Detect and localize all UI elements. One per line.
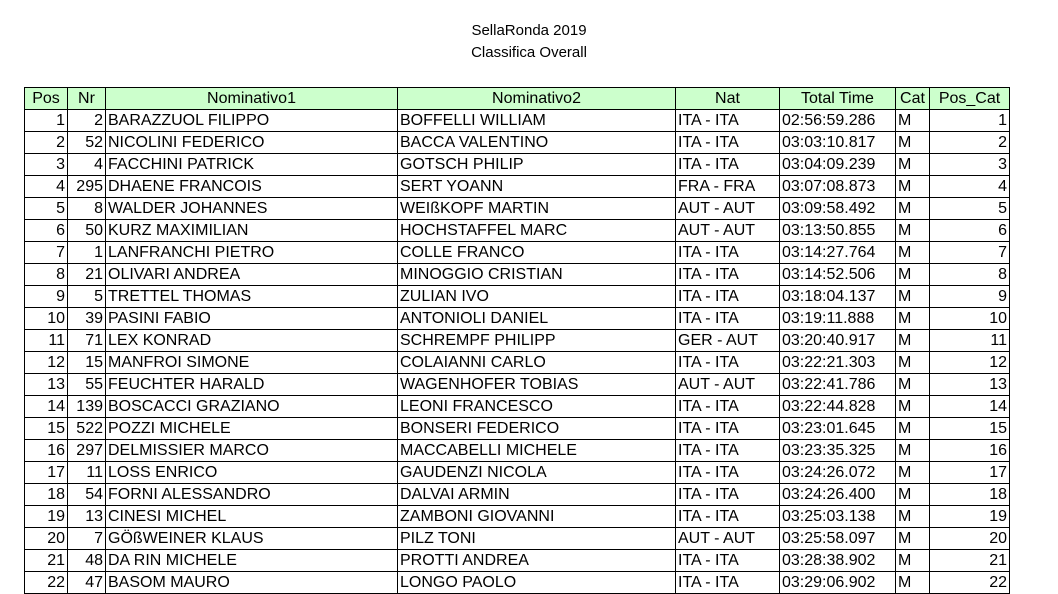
cell-nat: ITA - ITA <box>676 286 780 308</box>
cell-nominativo2: PROTTI ANDREA <box>398 550 676 572</box>
cell-nat: AUT - AUT <box>676 220 780 242</box>
cell-nat: AUT - AUT <box>676 198 780 220</box>
cell-nr: 7 <box>68 528 106 550</box>
cell-pos: 19 <box>25 506 68 528</box>
cell-nr: 71 <box>68 330 106 352</box>
cell-pos: 1 <box>25 110 68 132</box>
cell-pos: 20 <box>25 528 68 550</box>
cell-nominativo1: DHAENE FRANCOIS <box>106 176 398 198</box>
cell-cat: M <box>896 264 930 286</box>
cell-pos-cat: 9 <box>930 286 1010 308</box>
cell-pos: 11 <box>25 330 68 352</box>
table-row <box>25 264 1010 286</box>
col-header-nominativo1: Nominativo1 <box>106 88 398 110</box>
cell-nominativo2: WAGENHOFER TOBIAS <box>398 374 676 396</box>
cell-nominativo2: BACCA VALENTINO <box>398 132 676 154</box>
cell-nominativo2: MACCABELLI MICHELE <box>398 440 676 462</box>
cell-pos: 9 <box>25 286 68 308</box>
cell-pos: 2 <box>25 132 68 154</box>
cell-nr: 39 <box>68 308 106 330</box>
cell-nat: ITA - ITA <box>676 242 780 264</box>
table-row <box>25 242 1010 264</box>
cell-cat: M <box>896 374 930 396</box>
cell-nominativo1: CINESI MICHEL <box>106 506 398 528</box>
table-row <box>25 176 1010 198</box>
cell-cat: M <box>896 462 930 484</box>
cell-nr: 48 <box>68 550 106 572</box>
cell-nominativo1: NICOLINI FEDERICO <box>106 132 398 154</box>
cell-cat: M <box>896 506 930 528</box>
cell-pos: 5 <box>25 198 68 220</box>
cell-nr: 47 <box>68 572 106 594</box>
cell-nominativo1: BOSCACCI GRAZIANO <box>106 396 398 418</box>
cell-pos: 10 <box>25 308 68 330</box>
cell-nominativo2: LEONI FRANCESCO <box>398 396 676 418</box>
col-header-pos: Pos <box>25 88 68 110</box>
cell-nr: 21 <box>68 264 106 286</box>
cell-nr: 13 <box>68 506 106 528</box>
cell-nr: 8 <box>68 198 106 220</box>
cell-pos-cat: 1 <box>930 110 1010 132</box>
cell-nominativo2: LONGO PAOLO <box>398 572 676 594</box>
cell-pos-cat: 7 <box>930 242 1010 264</box>
cell-nominativo1: FEUCHTER HARALD <box>106 374 398 396</box>
cell-pos-cat: 14 <box>930 396 1010 418</box>
cell-total-time: 03:07:08.873 <box>780 176 896 198</box>
cell-nominativo1: FACCHINI PATRICK <box>106 154 398 176</box>
cell-total-time: 03:19:11.888 <box>780 308 896 330</box>
cell-cat: M <box>896 220 930 242</box>
table-row <box>25 374 1010 396</box>
cell-total-time: 03:14:27.764 <box>780 242 896 264</box>
cell-nominativo2: GOTSCH PHILIP <box>398 154 676 176</box>
cell-total-time: 03:20:40.917 <box>780 330 896 352</box>
cell-nominativo1: WALDER JOHANNES <box>106 198 398 220</box>
cell-nominativo2: SERT YOANN <box>398 176 676 198</box>
cell-pos-cat: 8 <box>930 264 1010 286</box>
cell-nr: 522 <box>68 418 106 440</box>
cell-pos: 21 <box>25 550 68 572</box>
cell-pos-cat: 13 <box>930 374 1010 396</box>
cell-nominativo2: ZAMBONI GIOVANNI <box>398 506 676 528</box>
table-row <box>25 418 1010 440</box>
table-row <box>25 286 1010 308</box>
cell-cat: M <box>896 132 930 154</box>
cell-pos: 7 <box>25 242 68 264</box>
cell-nominativo1: KURZ MAXIMILIAN <box>106 220 398 242</box>
cell-nat: ITA - ITA <box>676 154 780 176</box>
cell-cat: M <box>896 528 930 550</box>
cell-nominativo2: ZULIAN IVO <box>398 286 676 308</box>
table-row <box>25 110 1010 132</box>
cell-nr: 2 <box>68 110 106 132</box>
cell-nominativo2: COLAIANNI CARLO <box>398 352 676 374</box>
cell-pos-cat: 20 <box>930 528 1010 550</box>
cell-pos: 18 <box>25 484 68 506</box>
cell-pos-cat: 17 <box>930 462 1010 484</box>
cell-nominativo1: PASINI FABIO <box>106 308 398 330</box>
cell-cat: M <box>896 572 930 594</box>
cell-nat: ITA - ITA <box>676 440 780 462</box>
cell-nominativo1: LEX KONRAD <box>106 330 398 352</box>
cell-nat: ITA - ITA <box>676 506 780 528</box>
cell-nat: ITA - ITA <box>676 572 780 594</box>
cell-cat: M <box>896 330 930 352</box>
cell-nr: 11 <box>68 462 106 484</box>
cell-total-time: 02:56:59.286 <box>780 110 896 132</box>
table-row <box>25 572 1010 594</box>
cell-nat: ITA - ITA <box>676 264 780 286</box>
cell-nr: 55 <box>68 374 106 396</box>
cell-total-time: 03:25:58.097 <box>780 528 896 550</box>
cell-nominativo2: MINOGGIO CRISTIAN <box>398 264 676 286</box>
table-row <box>25 550 1010 572</box>
cell-nominativo2: COLLE FRANCO <box>398 242 676 264</box>
cell-nr: 139 <box>68 396 106 418</box>
cell-pos-cat: 2 <box>930 132 1010 154</box>
cell-total-time: 03:13:50.855 <box>780 220 896 242</box>
cell-nr: 5 <box>68 286 106 308</box>
cell-cat: M <box>896 154 930 176</box>
cell-nr: 4 <box>68 154 106 176</box>
cell-nr: 52 <box>68 132 106 154</box>
page-title: SellaRonda 2019 <box>471 22 587 39</box>
cell-nat: ITA - ITA <box>676 550 780 572</box>
cell-nominativo2: WEIßKOPF MARTIN <box>398 198 676 220</box>
cell-cat: M <box>896 440 930 462</box>
col-header-nr: Nr <box>68 88 106 110</box>
cell-nat: ITA - ITA <box>676 132 780 154</box>
cell-nominativo2: DALVAI ARMIN <box>398 484 676 506</box>
col-header-total-time: Total Time <box>780 88 896 110</box>
cell-total-time: 03:28:38.902 <box>780 550 896 572</box>
table-row <box>25 198 1010 220</box>
cell-cat: M <box>896 176 930 198</box>
cell-pos-cat: 22 <box>930 572 1010 594</box>
cell-nominativo2: BONSERI FEDERICO <box>398 418 676 440</box>
col-header-cat: Cat <box>896 88 930 110</box>
cell-pos-cat: 10 <box>930 308 1010 330</box>
cell-total-time: 03:23:35.325 <box>780 440 896 462</box>
cell-nominativo1: TRETTEL THOMAS <box>106 286 398 308</box>
cell-nominativo1: LANFRANCHI PIETRO <box>106 242 398 264</box>
cell-cat: M <box>896 396 930 418</box>
cell-pos: 22 <box>25 572 68 594</box>
col-header-pos-cat: Pos_Cat <box>930 88 1010 110</box>
cell-nominativo1: OLIVARI ANDREA <box>106 264 398 286</box>
cell-cat: M <box>896 198 930 220</box>
cell-nominativo1: GÖßWEINER KLAUS <box>106 528 398 550</box>
table-row <box>25 220 1010 242</box>
cell-total-time: 03:24:26.400 <box>780 484 896 506</box>
cell-nr: 15 <box>68 352 106 374</box>
col-header-nat: Nat <box>676 88 780 110</box>
cell-pos-cat: 11 <box>930 330 1010 352</box>
table-header-row <box>25 88 1010 110</box>
cell-nr: 54 <box>68 484 106 506</box>
table-row <box>25 506 1010 528</box>
cell-nominativo1: LOSS ENRICO <box>106 462 398 484</box>
cell-nat: ITA - ITA <box>676 484 780 506</box>
cell-nr: 1 <box>68 242 106 264</box>
cell-nominativo2: HOCHSTAFFEL MARC <box>398 220 676 242</box>
cell-nat: ITA - ITA <box>676 418 780 440</box>
cell-pos-cat: 18 <box>930 484 1010 506</box>
cell-pos: 4 <box>25 176 68 198</box>
cell-nominativo2: PILZ TONI <box>398 528 676 550</box>
cell-nominativo1: BASOM MAURO <box>106 572 398 594</box>
table-row <box>25 440 1010 462</box>
cell-cat: M <box>896 286 930 308</box>
cell-total-time: 03:03:10.817 <box>780 132 896 154</box>
cell-pos: 16 <box>25 440 68 462</box>
table-row <box>25 308 1010 330</box>
cell-cat: M <box>896 352 930 374</box>
cell-pos-cat: 16 <box>930 440 1010 462</box>
cell-total-time: 03:25:03.138 <box>780 506 896 528</box>
cell-total-time: 03:22:44.828 <box>780 396 896 418</box>
cell-pos: 6 <box>25 220 68 242</box>
cell-pos-cat: 4 <box>930 176 1010 198</box>
cell-nr: 295 <box>68 176 106 198</box>
table-row <box>25 462 1010 484</box>
cell-total-time: 03:23:01.645 <box>780 418 896 440</box>
cell-nr: 50 <box>68 220 106 242</box>
cell-nominativo1: MANFROI SIMONE <box>106 352 398 374</box>
cell-cat: M <box>896 418 930 440</box>
cell-pos: 14 <box>25 396 68 418</box>
cell-pos-cat: 19 <box>930 506 1010 528</box>
cell-pos: 17 <box>25 462 68 484</box>
cell-nominativo1: BARAZZUOL FILIPPO <box>106 110 398 132</box>
cell-cat: M <box>896 308 930 330</box>
cell-nat: GER - AUT <box>676 330 780 352</box>
cell-nat: FRA - FRA <box>676 176 780 198</box>
cell-nat: AUT - AUT <box>676 374 780 396</box>
cell-nat: ITA - ITA <box>676 462 780 484</box>
cell-nat: AUT - AUT <box>676 528 780 550</box>
cell-nat: ITA - ITA <box>676 396 780 418</box>
cell-pos-cat: 6 <box>930 220 1010 242</box>
cell-nominativo2: GAUDENZI NICOLA <box>398 462 676 484</box>
table-row <box>25 484 1010 506</box>
cell-nr: 297 <box>68 440 106 462</box>
cell-nat: ITA - ITA <box>676 352 780 374</box>
cell-pos: 8 <box>25 264 68 286</box>
cell-total-time: 03:09:58.492 <box>780 198 896 220</box>
cell-pos-cat: 3 <box>930 154 1010 176</box>
cell-nominativo1: DA RIN MICHELE <box>106 550 398 572</box>
cell-cat: M <box>896 110 930 132</box>
col-header-nominativo2: Nominativo2 <box>398 88 676 110</box>
cell-pos: 13 <box>25 374 68 396</box>
cell-cat: M <box>896 550 930 572</box>
cell-pos-cat: 12 <box>930 352 1010 374</box>
cell-nat: ITA - ITA <box>676 308 780 330</box>
cell-total-time: 03:18:04.137 <box>780 286 896 308</box>
cell-nominativo2: BOFFELLI WILLIAM <box>398 110 676 132</box>
cell-nominativo2: SCHREMPF PHILIPP <box>398 330 676 352</box>
cell-nominativo2: ANTONIOLI DANIEL <box>398 308 676 330</box>
cell-cat: M <box>896 484 930 506</box>
cell-total-time: 03:22:21.303 <box>780 352 896 374</box>
table-row <box>25 528 1010 550</box>
cell-total-time: 03:14:52.506 <box>780 264 896 286</box>
table-row <box>25 396 1010 418</box>
table-row <box>25 352 1010 374</box>
cell-pos: 15 <box>25 418 68 440</box>
cell-total-time: 03:24:26.072 <box>780 462 896 484</box>
cell-total-time: 03:04:09.239 <box>780 154 896 176</box>
page-subtitle: Classifica Overall <box>471 44 587 61</box>
cell-total-time: 03:22:41.786 <box>780 374 896 396</box>
table-row <box>25 154 1010 176</box>
cell-pos: 12 <box>25 352 68 374</box>
cell-pos-cat: 21 <box>930 550 1010 572</box>
cell-nominativo1: POZZI MICHELE <box>106 418 398 440</box>
cell-cat: M <box>896 242 930 264</box>
results-table <box>24 87 1010 594</box>
cell-total-time: 03:29:06.902 <box>780 572 896 594</box>
cell-nat: ITA - ITA <box>676 110 780 132</box>
cell-pos: 3 <box>25 154 68 176</box>
cell-nominativo1: DELMISSIER MARCO <box>106 440 398 462</box>
cell-pos-cat: 5 <box>930 198 1010 220</box>
cell-nominativo1: FORNI ALESSANDRO <box>106 484 398 506</box>
table-row <box>25 132 1010 154</box>
cell-pos-cat: 15 <box>930 418 1010 440</box>
table-row <box>25 330 1010 352</box>
